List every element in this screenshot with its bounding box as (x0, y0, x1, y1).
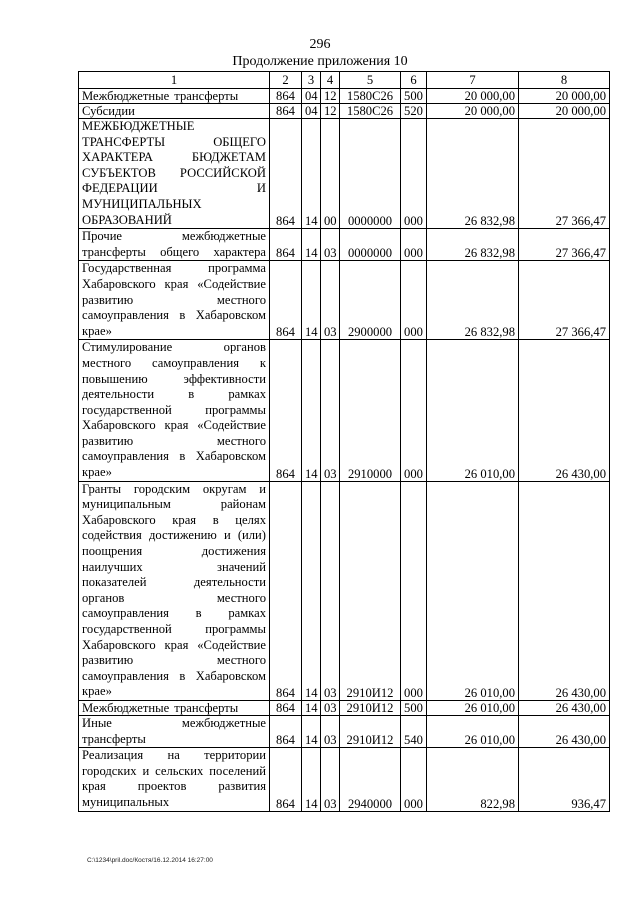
header-row (79, 72, 610, 89)
cell-expense-type: 500 (401, 700, 427, 715)
row-name: Субсидии (79, 104, 270, 119)
cell-amount-year2: 27 366,47 (519, 229, 610, 261)
table-row (79, 119, 610, 229)
cell-target-article: 2900000 (340, 261, 401, 340)
row-name: Реализация на территории городских и сельских поселений края проектов развития муниципальных (79, 748, 270, 811)
header-cell: 2 (270, 72, 302, 89)
cell-amount-year2: 936,47 (519, 748, 610, 811)
cell-expense-type: 000 (401, 748, 427, 811)
cell-admin: 864 (270, 748, 302, 811)
cell-admin: 864 (270, 119, 302, 229)
cell-admin: 864 (270, 261, 302, 340)
cell-section: 14 (302, 748, 321, 811)
cell-amount-year1: 26 010,00 (427, 481, 519, 700)
cell-expense-type: 000 (401, 481, 427, 700)
cell-subsection: 00 (321, 119, 340, 229)
cell-target-article: 1580С26 (340, 104, 401, 119)
cell-admin: 864 (270, 715, 302, 747)
cell-amount-year2: 20 000,00 (519, 89, 610, 104)
cell-subsection: 03 (321, 481, 340, 700)
header-cell: 8 (519, 72, 610, 89)
cell-expense-type: 000 (401, 119, 427, 229)
cell-subsection: 03 (321, 700, 340, 715)
file-path-footer: C:\1234\pril.doc/Костя/16.12.2014 16:27:00 (87, 857, 213, 864)
row-name: Стимулирование органов местного самоуправления к повышению эффективности деятельности в рамках государственной программы Хабаровского края «Содействие развитию местного самоуправления в Хабаровском крае» (79, 340, 270, 481)
row-name: Прочие межбюджетные трансферты общего характера (79, 229, 270, 261)
cell-section: 14 (302, 481, 321, 700)
cell-expense-type: 000 (401, 340, 427, 481)
cell-section: 14 (302, 229, 321, 261)
cell-amount-year2: 27 366,47 (519, 119, 610, 229)
table-row (79, 700, 610, 715)
cell-amount-year2: 27 366,47 (519, 261, 610, 340)
table-row (79, 89, 610, 104)
cell-admin: 864 (270, 104, 302, 119)
cell-amount-year2: 26 430,00 (519, 481, 610, 700)
header-cell: 4 (321, 72, 340, 89)
cell-amount-year1: 822,98 (427, 748, 519, 811)
cell-section: 14 (302, 340, 321, 481)
cell-target-article: 2910И12 (340, 481, 401, 700)
appendix-caption: Продолжение приложения 10 (232, 54, 408, 69)
cell-section: 14 (302, 700, 321, 715)
cell-amount-year1: 26 832,98 (427, 229, 519, 261)
cell-subsection: 03 (321, 715, 340, 747)
cell-expense-type: 520 (401, 104, 427, 119)
cell-admin: 864 (270, 700, 302, 715)
budget-table (78, 71, 610, 812)
row-name: МЕЖБЮДЖЕТНЫЕ ТРАНСФЕРТЫ ОБЩЕГО ХАРАКТЕРА БЮДЖЕТАМ СУБЪЕКТОВ РОССИЙСКОЙ ФЕДЕРАЦИИ И МУНИЦИПАЛЬНЫХ ОБРАЗОВАНИЙ (79, 119, 270, 229)
cell-amount-year1: 20 000,00 (427, 104, 519, 119)
cell-admin: 864 (270, 229, 302, 261)
header-cell: 5 (340, 72, 401, 89)
cell-target-article: 2910И12 (340, 715, 401, 747)
cell-expense-type: 000 (401, 229, 427, 261)
cell-section: 14 (302, 119, 321, 229)
cell-subsection: 12 (321, 104, 340, 119)
row-name: Государственная программа Хабаровского края «Содействие развитию местного самоуправления в Хабаровском крае» (79, 261, 270, 340)
cell-expense-type: 500 (401, 89, 427, 104)
header-cell: 7 (427, 72, 519, 89)
cell-target-article: 2940000 (340, 748, 401, 811)
cell-subsection: 03 (321, 261, 340, 340)
header-cell: 3 (302, 72, 321, 89)
cell-subsection: 03 (321, 229, 340, 261)
cell-target-article: 0000000 (340, 119, 401, 229)
table-row (79, 104, 610, 119)
cell-amount-year1: 26 832,98 (427, 119, 519, 229)
cell-target-article: 2910000 (340, 340, 401, 481)
cell-amount-year2: 26 430,00 (519, 340, 610, 481)
cell-amount-year2: 26 430,00 (519, 715, 610, 747)
cell-subsection: 03 (321, 340, 340, 481)
cell-amount-year1: 20 000,00 (427, 89, 519, 104)
cell-amount-year1: 26 010,00 (427, 700, 519, 715)
cell-subsection: 12 (321, 89, 340, 104)
cell-section: 04 (302, 104, 321, 119)
table-row (79, 261, 610, 340)
table-row (79, 340, 610, 481)
cell-section: 14 (302, 261, 321, 340)
cell-target-article: 2910И12 (340, 700, 401, 715)
cell-admin: 864 (270, 89, 302, 104)
row-name: Межбюджетные трансферты (79, 700, 270, 715)
cell-admin: 864 (270, 340, 302, 481)
cell-target-article: 0000000 (340, 229, 401, 261)
cell-section: 14 (302, 715, 321, 747)
header-cell: 1 (79, 72, 270, 89)
cell-amount-year2: 20 000,00 (519, 104, 610, 119)
cell-section: 04 (302, 89, 321, 104)
row-name: Иные межбюджетные трансферты (79, 715, 270, 747)
cell-target-article: 1580С26 (340, 89, 401, 104)
table-row (79, 481, 610, 700)
cell-amount-year1: 26 832,98 (427, 261, 519, 340)
cell-amount-year1: 26 010,00 (427, 715, 519, 747)
table-row (79, 748, 610, 811)
table-row (79, 229, 610, 261)
cell-subsection: 03 (321, 748, 340, 811)
page-number: 296 (309, 37, 331, 52)
table-row (79, 715, 610, 747)
header-cell: 6 (401, 72, 427, 89)
cell-expense-type: 000 (401, 261, 427, 340)
row-name: Гранты городским округам и муниципальным районам Хабаровского края в целях содействия достижению и (или) поощрения достижения наилучших значений показателей деятельности органов местного самоуправления в рамках государственной программы Хабаровского края «Содействие развитию местного самоуправления в Хабаровском крае» (79, 481, 270, 700)
row-name: Межбюджетные трансферты (79, 89, 270, 104)
cell-amount-year2: 26 430,00 (519, 700, 610, 715)
cell-expense-type: 540 (401, 715, 427, 747)
cell-admin: 864 (270, 481, 302, 700)
cell-amount-year1: 26 010,00 (427, 340, 519, 481)
